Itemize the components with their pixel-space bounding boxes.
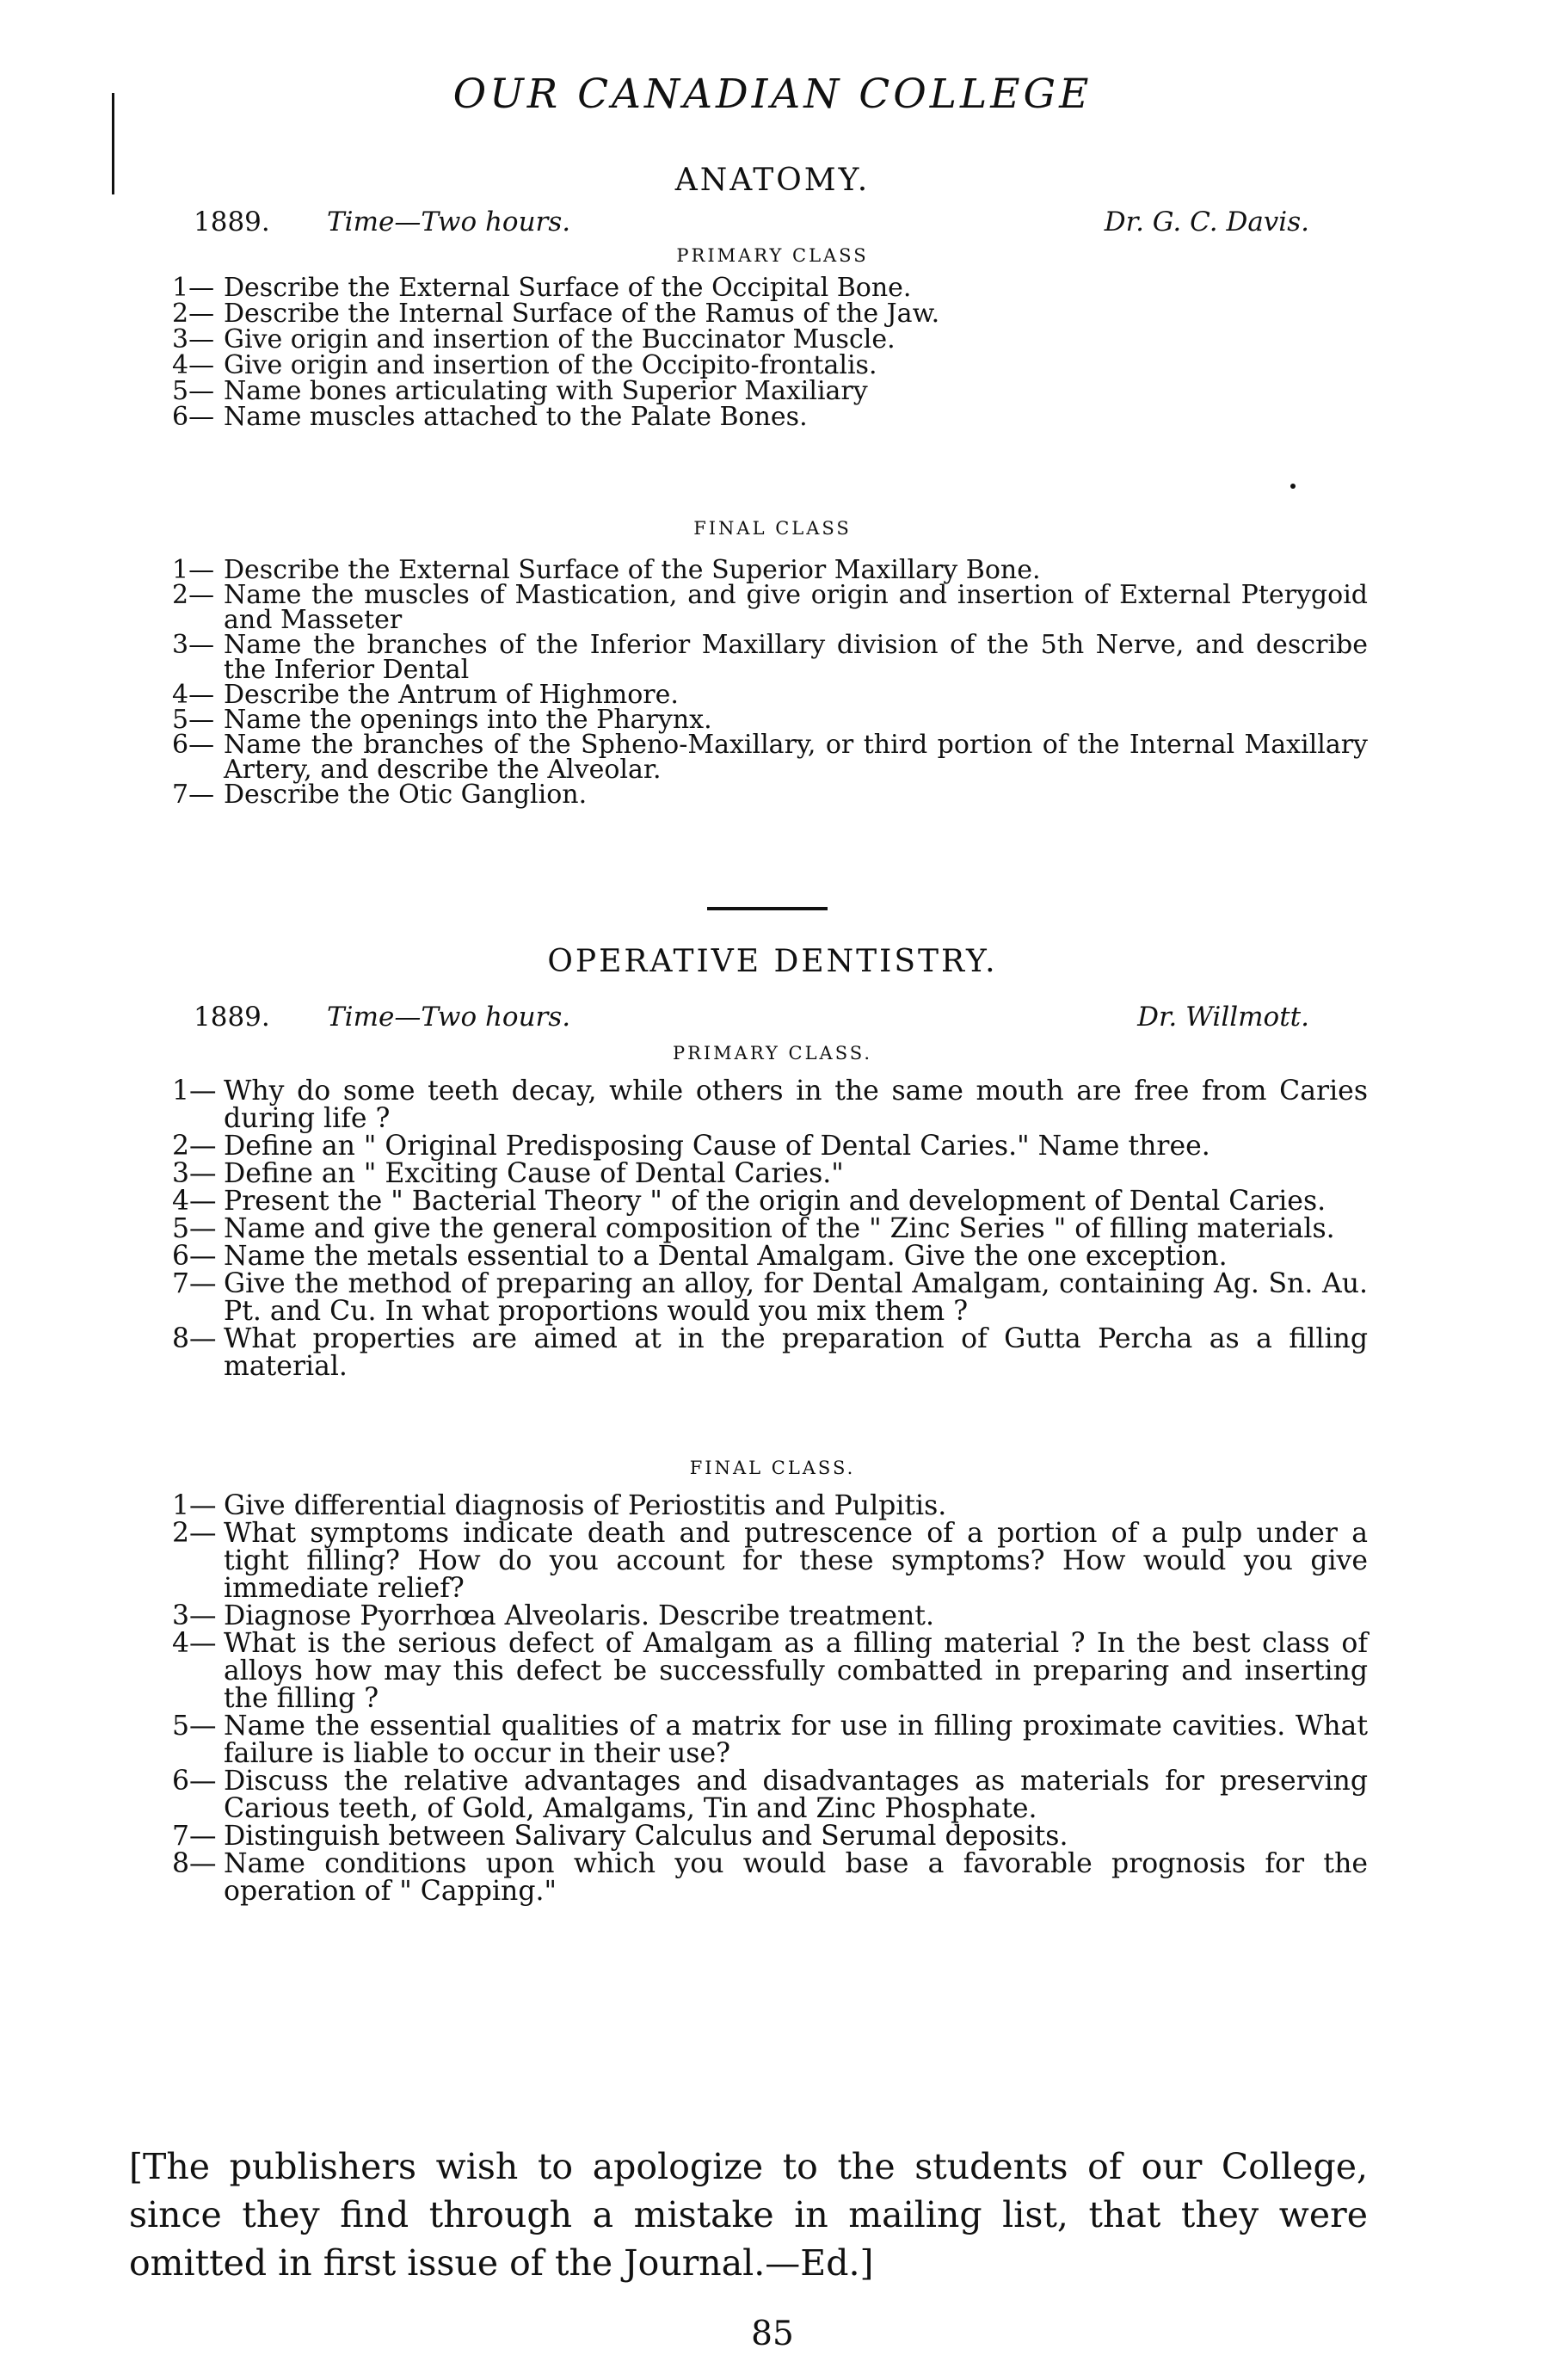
question-number: 1— [172,273,215,303]
question-text: Name the branches of the Inferior Maxillary division of the 5th Nerve, and describe the Inferior Dental [224,630,1368,685]
question-text: Describe the Otic Ganglion. [224,780,588,810]
list-item [129,275,1368,301]
list-item [129,1270,1368,1325]
question-text: Give origin and insertion of the Buccinator Muscle. [224,324,896,355]
list-item [129,324,1368,355]
question-text: Name the branches of the Spheno-Maxillary, or third portion of the Internal Maxillary Artery, and describe the Alveolar. [224,730,1368,785]
list-item [129,1767,1368,1822]
operative-dentistry-meta [194,1000,1309,1034]
question-number: 1— [172,1490,217,1521]
question-number: 5— [172,1711,217,1742]
question-text: What symptoms indicate death and putrescence of a portion of a pulp under a tight filling? How do you account for these symptoms? How would you give immediate relief? [224,1518,1368,1604]
list-item [129,780,1368,810]
print-speck [1290,484,1296,489]
question-number: 8— [172,1323,217,1354]
list-item [129,1850,1368,1905]
question-number: 6— [172,730,215,760]
operative-time: Time—Two hours. [327,1002,571,1033]
question-number: 5— [172,376,215,406]
list-item [129,630,1368,685]
question-number: 3— [172,630,215,660]
question-text: What properties are aimed at in the preparation of Gutta Percha as a filling material. [224,1323,1368,1382]
list-item [129,1602,1368,1630]
question-text: Give differential diagnosis of Periostitis and Pulpitis. [224,1490,947,1521]
question-text: Why do some teeth decay, while others in the same mouth are free from Caries during life ? [224,1076,1368,1134]
question-text: Name the metals essential to a Dental Amalgam. Give the one exception. [224,1241,1228,1272]
question-number: 2— [172,1131,217,1162]
question-text: Describe the External Surface of the Occipital Bone. [224,273,912,303]
anatomy-primary-heading: PRIMARY CLASS [676,245,869,266]
list-item [129,1132,1368,1160]
question-number: 4— [172,350,215,380]
question-number: 2— [172,580,215,610]
question-text: Present the " Bacterial Theory " of the origin and development of Dental Caries. [224,1186,1326,1217]
page-header: OUR CANADIAN COLLEGE [452,71,1093,118]
question-number: 3— [172,1600,217,1631]
list-item [129,1215,1368,1242]
list-item [129,376,1368,406]
question-text: Name conditions upon which you would base a favorable prognosis for the operation of " Capping." [224,1848,1368,1907]
list-item [129,1242,1368,1270]
question-text: Define an " Exciting Cause of Dental Caries." [224,1158,844,1189]
question-text: Describe the Internal Surface of the Ramus of the Jaw. [224,299,940,329]
list-item [129,1712,1368,1767]
question-text: Define an " Original Predisposing Cause of Dental Caries." Name three. [224,1131,1210,1162]
question-text: Describe the Antrum of Highmore. [224,680,679,710]
list-item [129,1187,1368,1215]
question-number: 7— [172,1821,217,1852]
anatomy-final-list [129,555,1368,810]
anatomy-time: Time—Two hours. [327,207,571,237]
question-number: 5— [172,1213,217,1244]
list-item [129,1077,1368,1132]
question-number: 3— [172,1158,217,1189]
anatomy-final-heading: FINAL CLASS [693,518,852,539]
page-number: 85 [751,2315,794,2353]
question-text: Distinguish between Salivary Calculus and Serumal deposits. [224,1821,1068,1852]
operative-examiner: Dr. Willmott. [1137,1002,1309,1033]
question-text: What is the serious defect of Amalgam as a filling material ? In the best class of alloys how may this defect be successfully combatted in preparing and inserting the filling ? [224,1628,1368,1714]
list-item [129,301,1368,327]
question-number: 4— [172,1628,217,1659]
anatomy-primary-list [129,275,1368,430]
list-item [129,1520,1368,1602]
operative-dentistry-title: OPERATIVE DENTISTRY. [547,944,998,979]
question-number: 3— [172,324,215,355]
list-item [129,730,1368,785]
anatomy-examiner: Dr. G. C. Davis. [1104,207,1309,237]
list-item [129,1325,1368,1380]
question-text: Diagnose Pyorrhœa Alveolaris. Describe treatment. [224,1600,934,1631]
question-text: Discuss the relative advantages and disadvantages as materials for preserving Carious teeth, of Gold, Amalgams, Tin and Zinc Phosphate. [224,1766,1368,1824]
question-text: Describe the External Surface of the Superior Maxillary Bone. [224,555,1041,585]
question-text: Name muscles attached to the Palate Bones. [224,402,808,432]
list-item [129,680,1368,710]
question-number: 1— [172,1076,217,1107]
publishers-notice: [The publishers wish to apologize to the students of our College, since they find through a mistake in mailing list, that they were omitted in first issue of the Journal.—Ed.] [129,2146,1368,2284]
anatomy-title: ANATOMY. [674,163,871,198]
question-number: 6— [172,1766,217,1797]
question-text: Name and give the general composition of the " Zinc Series " of filling materials. [224,1213,1335,1244]
question-number: 6— [172,402,215,432]
operative-primary-list [129,1077,1368,1380]
question-number: 1— [172,555,215,585]
question-number: 6— [172,1241,217,1272]
question-text: Name the essential qualities of a matrix for use in filling proximate cavities. What failure is liable to occur in their use? [224,1711,1368,1769]
operative-final-list [129,1492,1368,1905]
section-divider [707,907,828,910]
question-text: Name bones articulating with Superior Maxiliary [224,376,868,406]
question-number: 7— [172,1268,217,1299]
anatomy-meta [194,205,1309,239]
question-number: 2— [172,299,215,329]
operative-primary-heading: PRIMARY CLASS. [672,1043,873,1064]
operative-final-heading: FINAL CLASS. [689,1458,856,1478]
anatomy-year: 1889. [194,207,270,237]
question-number: 5— [172,705,215,735]
question-text: Name the openings into the Pharynx. [224,705,712,735]
list-item [129,580,1368,635]
question-number: 7— [172,780,215,810]
question-number: 4— [172,680,215,710]
question-text: Give the method of preparing an alloy, for Dental Amalgam, containing Ag. Sn. Au. Pt. and Cu. In what proportions would you mix them ? [224,1268,1368,1327]
list-item [129,350,1368,380]
list-item [129,1160,1368,1187]
list-item [129,1630,1368,1712]
list-item [129,555,1368,585]
question-number: 2— [172,1518,217,1549]
question-number: 4— [172,1186,217,1217]
list-item [129,404,1368,430]
question-text: Give origin and insertion of the Occipito-frontalis. [224,350,877,380]
list-item [129,1822,1368,1850]
question-text: Name the muscles of Mastication, and give origin and insertion of External Pterygoid and Masseter [224,580,1368,635]
list-item [129,705,1368,735]
list-item [129,1492,1368,1520]
question-number: 8— [172,1848,217,1879]
operative-year: 1889. [194,1002,270,1033]
